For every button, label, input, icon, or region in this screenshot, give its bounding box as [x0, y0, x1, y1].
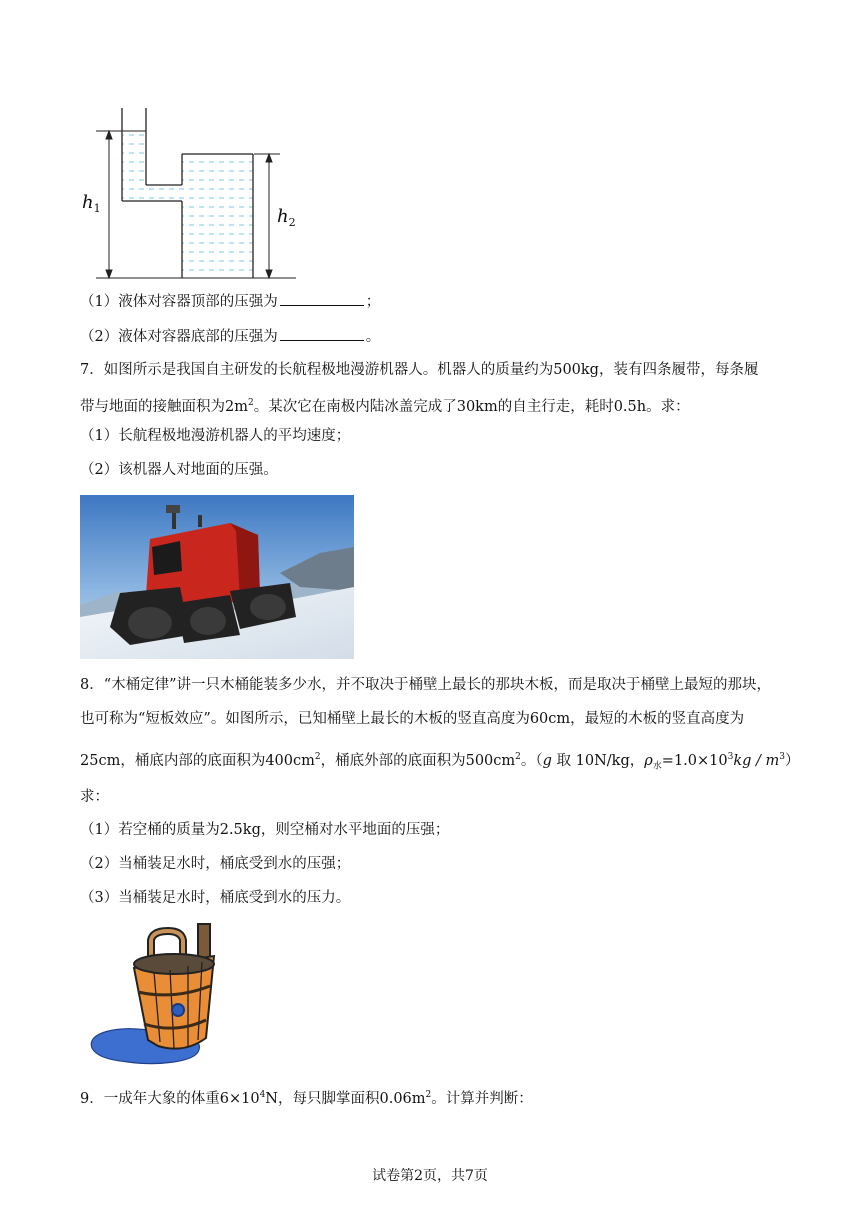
q7-line2: 带与地面的接触面积为$2m^2$。某次它在南极内陆冰盖完成了30km的自主行走，耗时0.5h。求：: [80, 398, 690, 415]
q8-sub3: （3）当桶装足水时，桶底受到水的压力。: [80, 890, 351, 906]
q8-sub1: （1）若空桶的质量为2.5kg，则空桶对水平地面的压强；: [80, 822, 450, 838]
q8-line3: 25cm，桶底内部的底面积为$400cm^2$，桶底外部的底面积为$500cm^2$。（g 取 10N/kg，$\rho_水=1.0\times 10^3kg / m^3$）: [80, 752, 800, 772]
q6-sub1: （1）液体对容器顶部的压强为 ；: [80, 291, 380, 312]
q7-line1: 7．如图所示是我国自主研发的长航程极地漫游机器人。机器人的质量约为500kg，装有四条履带，每条履: [80, 362, 759, 378]
page-footer: 试卷第2页，共7页: [372, 1168, 488, 1184]
q9-line: 9．一成年大象的体重$6\times 10^4N$，每只脚掌面积$0.06m^2$。计算并判断：: [80, 1090, 533, 1107]
container-diagram: [78, 104, 308, 284]
h2-arrow: [266, 154, 272, 278]
polar-robot-photo: [80, 495, 354, 659]
q6-sub2: （2）液体对容器底部的压强为 。: [80, 326, 380, 347]
q8-sub2: （2）当桶装足水时，桶底受到水的压强；: [80, 856, 351, 872]
q8-line2: 也可称为“短板效应”。如图所示，已知桶壁上最长的木板的竖直高度为60cm，最短的木板的竖直高度为: [80, 711, 745, 727]
wooden-bucket-figure: [88, 920, 228, 1068]
h2-label: $h_2$: [277, 206, 296, 229]
answer-blank[interactable]: [280, 326, 364, 341]
answer-blank[interactable]: [280, 291, 364, 306]
h1-arrow: [106, 131, 112, 278]
q8-line1: 8．“木桶定律”讲一只木桶能装多少水，并不取决于桶壁上最长的那块木板，而是取决于桶壁上最短的那块，: [80, 677, 772, 693]
q7-sub2: （2）该机器人对地面的压强。: [80, 462, 278, 478]
liquid-fill: [122, 134, 253, 278]
q8-line4: 求：: [80, 789, 109, 805]
q7-sub1: （1）长航程极地漫游机器人的平均速度；: [80, 428, 351, 444]
bucket-body: [134, 954, 214, 1049]
h1-label: $h_1$: [82, 192, 101, 215]
